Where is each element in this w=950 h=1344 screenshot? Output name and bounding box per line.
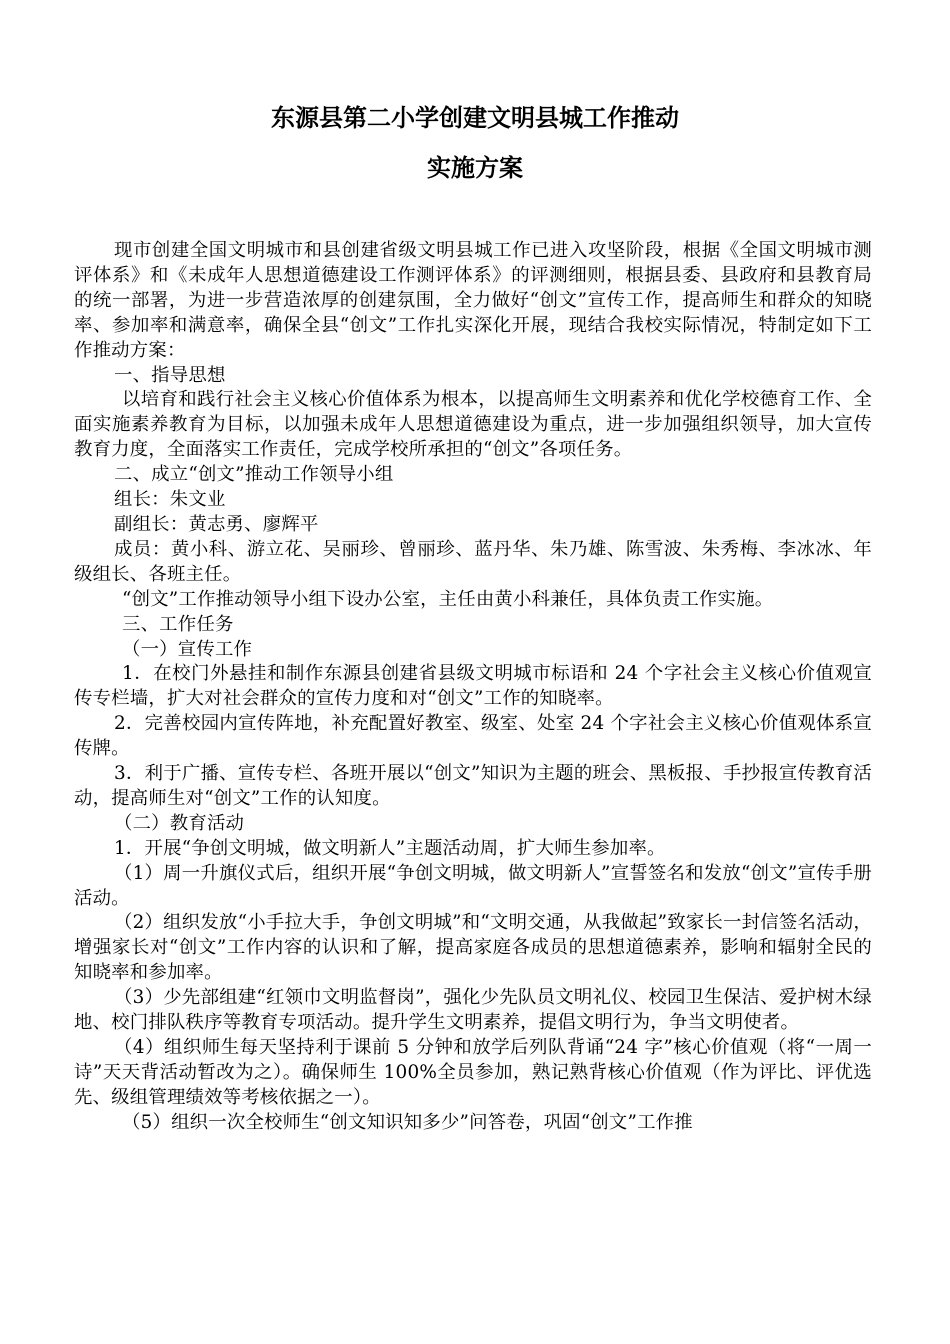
education-subitem-4: （4）组织师生每天坚持利于课前 5 分钟和放学后列队背诵“24 字”核心价值观（将“一周一诗”天天背活动暂改为之）。确保师生 100%全员参加，熟记熟背核心价值观（作为评比、评优选先、级组管理绩效等考核依据之一）。 [74,1037,872,1108]
education-subitem-2: （2）组织发放“小手拉大手，争创文明城”和“文明交通，从我做起”致家长一封信签名活动，增强家长对“创文”工作内容的认识和了解，提高家庭各成员的思想道德素养，影响和辐射全民的知晓率和参加率。 [74,912,872,984]
deputy-leader-line: 副组长：黄志勇、廖辉平 [114,513,319,535]
members-paragraph: 成员：黄小科、游立花、吴丽珍、曾丽珍、蓝丹华、朱乃雄、陈雪波、朱秀梅、李冰冰、年级组长、各班主任。 [74,538,872,585]
subsection-heading-education: （二）教育活动 [114,812,245,834]
publicity-item-1: 1．在校门外悬挂和制作东源县创建省县级文明城市标语和 24 个字社会主义核心价值观宣传专栏墙，扩大对社会群众的宣传力度和对“创文”工作的知晓率。 [74,663,872,710]
section-heading-leadership-group: 二、成立“创文”推动工作领导小组 [114,464,394,486]
publicity-item-2: 2．完善校园内宣传阵地，补充配置好教室、级室、处室 24 个字社会主义核心价值观体系宣传牌。 [74,713,872,760]
document-body [74,239,872,1136]
group-leader-line: 组长：朱文业 [114,489,226,511]
subsection-heading-publicity: （一）宣传工作 [122,638,253,660]
document-title: 东源县第二小学创建文明县城工作推动 [271,104,679,132]
document-subtitle: 实施方案 [427,154,523,182]
education-subitem-1: （1）周一升旗仪式后，组织开展“争创文明城，做文明新人”宣誓签名和发放“创文”宣传手册活动。 [74,862,872,909]
office-paragraph: “创文”工作推动领导小组下设办公室，主任由黄小科兼任，具体负责工作实施。 [122,588,774,610]
section-heading-guiding-ideology: 一、指导思想 [114,364,226,386]
guiding-ideology-paragraph: 以培育和践行社会主义核心价值体系为根本，以提高师生文明素养和优化学校德育工作、全面实施素养教育为目标，以加强未成年人思想道德建设为重点，进一步加强组织领导，加大宣传教育力度，全面落实工作责任，完成学校所承担的“创文”各项任务。 [74,389,872,461]
education-subitem-5: （5）组织一次全校师生“创文知识知多少”问答卷，巩固“创文”工作推 [122,1111,693,1133]
publicity-item-3: 3．利于广播、宣传专栏、各班开展以“创文”知识为主题的班会、黑板报、手抄报宣传教育活动，提高师生对“创文”工作的认知度。 [74,763,872,809]
intro-paragraph: 现市创建全国文明城市和县创建省级文明县城工作已进入攻坚阶段，根据《全国文明城市测评体系》和《未成年人思想道德建设工作测评体系》的评测细则，根据县委、县政府和县教育局的统一部署，为进一步营造浓厚的创建氛围，全力做好“创文”宣传工作，提高师生和群众的知晓率、参加率和满意率，确保全县“创文”工作扎实深化开展，现结合我校实际情况，特制定如下工作推动方案： [74,240,872,361]
education-subitem-3: （3）少先部组建“红领巾文明监督岗”，强化少先队员文明礼仪、校园卫生保洁、爱护树木绿地、校门排队秩序等教育专项活动。提升学生文明素养，提倡文明行为，争当文明使者。 [74,987,872,1034]
education-item-1: 1．开展“争创文明城，做文明新人”主题活动周，扩大师生参加率。 [114,837,666,859]
section-heading-work-tasks: 三、工作任务 [122,613,234,635]
